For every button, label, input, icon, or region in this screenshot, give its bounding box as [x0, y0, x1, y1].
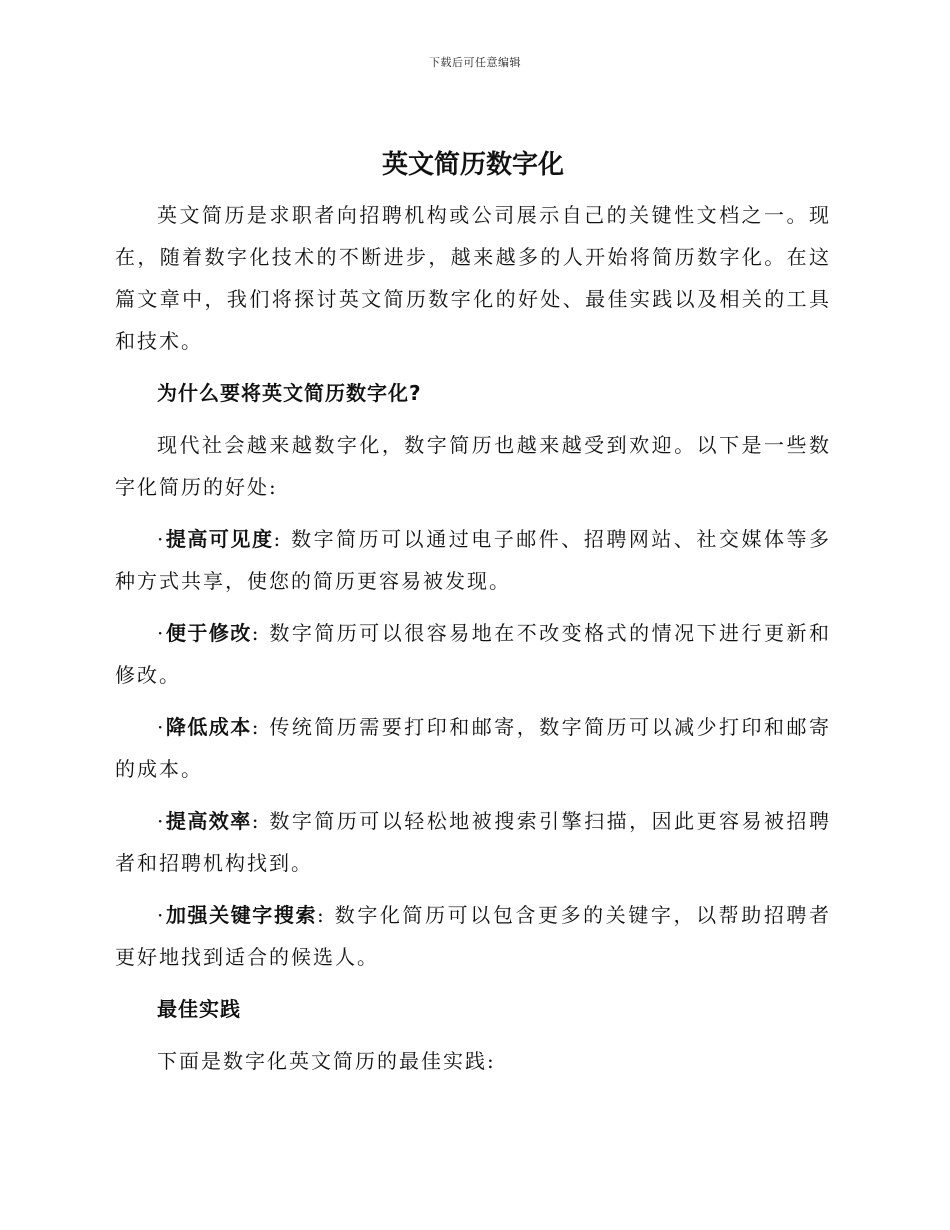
benefit-item: [115, 612, 831, 696]
intro-paragraph: 英文简历是求职者向招聘机构或公司展示自己的关键性文档之一。现在，随着数字化技术的不断进步，越来越多的人开始将简历数字化。在这篇文章中，我们将探讨英文简历数字化的好处、最佳实践以及相关的工具和技术。: [115, 203, 831, 353]
benefit-text: 传统简历需要打印和邮寄，数字简历可以减少打印和邮寄的成本。: [115, 715, 831, 781]
bullet: ·: [157, 621, 166, 645]
bullet: ·: [157, 715, 166, 739]
header-note: 下载后可任意编辑: [429, 56, 521, 69]
benefit-text: 数字化简历可以包含更多的关键字，以帮助招聘者更好地找到适合的候选人。: [115, 903, 832, 969]
bullet: ·: [157, 527, 166, 551]
benefit-separator: :: [251, 809, 261, 833]
benefit-separator: :: [273, 527, 283, 551]
benefit-separator: :: [251, 621, 261, 645]
document-title: 英文简历数字化: [381, 150, 564, 180]
benefit-term: 便于修改: [165, 621, 252, 645]
benefit-text: 数字简历可以轻松地被搜索引擎扫描，因此更容易被招聘者和招聘机构找到。: [115, 809, 831, 875]
benefit-text: 数字简历可以通过电子邮件、招聘网站、社交媒体等多种方式共享，使您的简历更容易被发现。: [115, 527, 832, 593]
bullet: ·: [157, 903, 166, 927]
section-lead-best-practices: 下面是数字化英文简历的最佳实践:: [157, 1049, 496, 1073]
benefit-term: 降低成本: [165, 715, 252, 739]
benefit-term: 加强关键字搜索: [165, 903, 318, 927]
benefit-text: 数字简历可以很容易地在不改变格式的情况下进行更新和修改。: [115, 621, 831, 687]
section-lead-why: 现代社会越来越数字化，数字简历也越来越受到欢迎。以下是一些数字化简历的好处:: [115, 433, 831, 499]
benefit-item: [115, 894, 831, 978]
bullet: ·: [157, 809, 166, 833]
benefit-item: [115, 706, 831, 790]
benefit-item: [115, 800, 831, 884]
benefit-item: [115, 518, 831, 602]
benefit-separator: :: [317, 903, 326, 927]
section-heading-best-practices: 最佳实践: [157, 997, 241, 1021]
benefit-term: 提高效率: [165, 809, 252, 833]
benefit-separator: :: [251, 715, 261, 739]
benefit-term: 提高可见度: [165, 527, 274, 551]
section-heading-why: 为什么要将英文简历数字化?: [157, 381, 422, 405]
document-content: [115, 146, 831, 1092]
